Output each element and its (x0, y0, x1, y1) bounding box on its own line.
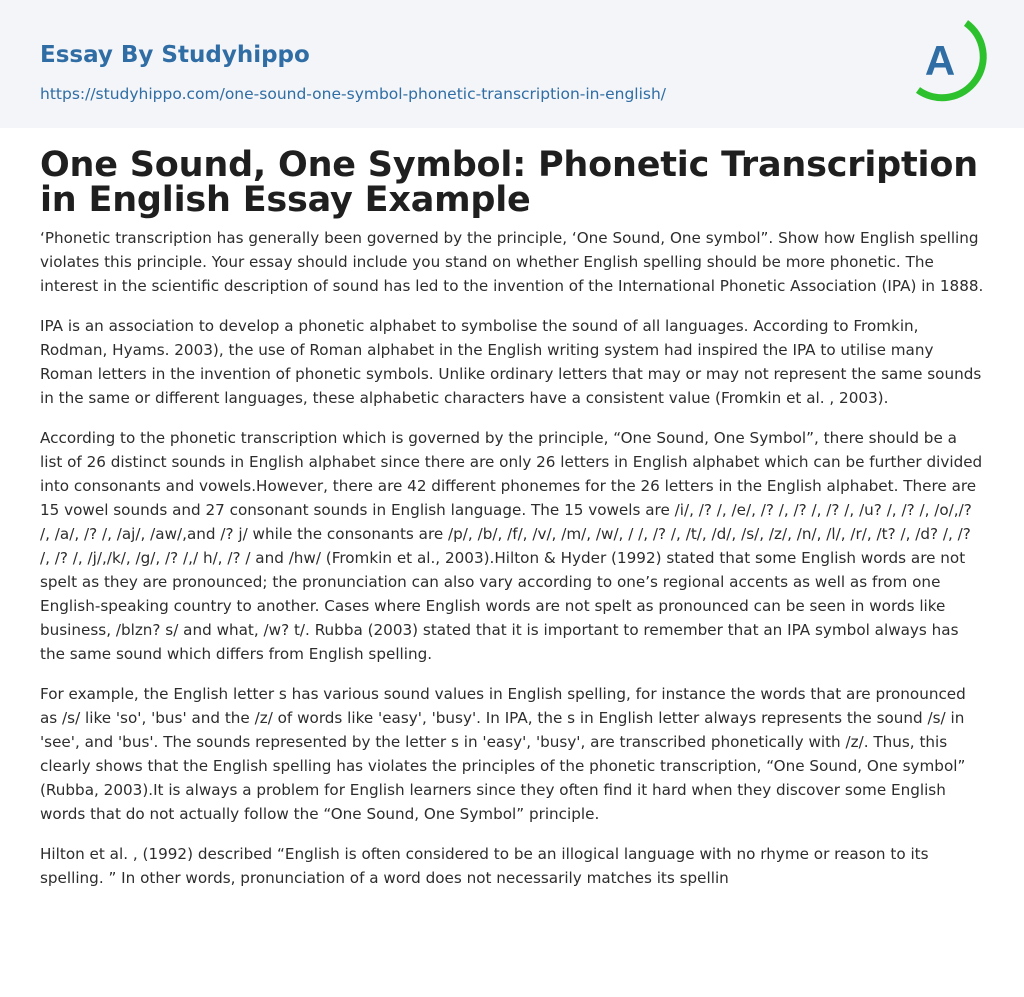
logo-letter: A (924, 37, 956, 84)
paragraph: IPA is an association to develop a phonetic alphabet to symbolise the sound of all languages. According to Fromkin, Rodman, Hyams. 2003), the use of Roman alphabet in the English writing system had inspired the IPA to utilise many Roman letters in the invention of phonetic symbols. Unlike ordinary letters that may or may not represent the same sounds in the same or different languages, these alphabetic characters have a consistent value (Fromkin et al. , 2003). (40, 317, 982, 407)
paragraph: For example, the English letter s has various sound values in English spelling, for instance the words that are pronounced as /s/ like 'so', 'bus' and the /z/ of words like 'easy', 'busy'. In IPA, the s in English letter always represents the sound /s/ in 'see', and 'bus'. The sounds represented by the letter s in 'easy', 'busy', are transcribed phonetically with /z/. Thus, this clearly shows that the English spelling has violates the principles of the phonetic transcription, “One Sound, One symbol” (Rubba, 2003).It is always a problem for English learners since they often find it hard when they discover some English words that do not actually follow the “One Sound, One Symbol” principle. (40, 685, 966, 823)
article (40, 145, 984, 906)
source-url-link[interactable]: https://studyhippo.com/one-sound-one-symbol-phonetic-transcription-in-english/ (40, 85, 667, 103)
page-title: One Sound, One Symbol: Phonetic Transcription in English Essay Example (40, 145, 978, 220)
paragraph: According to the phonetic transcription which is governed by the principle, “One Sound, One Symbol”, there should be a list of 26 distinct sounds in English alphabet since there are only 26 letters in English alphabet which can be further divided into consonants and vowels.However, there are 42 different phonemes for the 26 letters in the English alphabet. There are 15 vowel sounds and 27 consonant sounds in English language. The 15 vowels are /i/, /? /, /e/, /? /, /? /, /? /, /u? /, /? /, /o/,/? /, /a/, /? /, /aj/, /aw/,and /? j/ while the consonants are /p/, /b/, /f/, /v/, /m/, /w/, / /, /? /, /t/, /d/, /s/, /z/, /n/, /l/, /r/, /t? /, /d? /, /? /, /? /, /j/,/k/, /g/, /? /,/ h/, /? / and /hw/ (Fromkin et al., 2003).Hilton & Hyder (1992) stated that some English words are not spelt as they are pronounced; the pronunciation can also vary according to one’s regional accents as well as from one English-speaking country to another. Cases where English words are not spelt as pronounced can be seen in words like business, /blzn? s/ and what, /w? t/. Rubba (2003) stated that it is important to remember that an IPA symbol always has the same sound which differs from English spelling. (40, 429, 983, 663)
paragraph: ‘Phonetic transcription has generally been governed by the principle, ‘One Sound, One symbol”. Show how English spelling violates this principle. Your essay should include you stand on whether English spelling should be more phonetic. The interest in the scientific description of sound has led to the invention of the International Phonetic Association (IPA) in 1888. (40, 229, 984, 295)
site-title[interactable]: Essay By Studyhippo (40, 42, 310, 68)
site-header (0, 0, 1024, 128)
paragraph: Hilton et al. , (1992) described “English is often considered to be an illogical language with no rhyme or reason to its spelling. ” In other words, pronunciation of a word does not necessarily matches its spellin (40, 845, 929, 887)
studyhippo-logo-icon[interactable] (912, 18, 988, 106)
